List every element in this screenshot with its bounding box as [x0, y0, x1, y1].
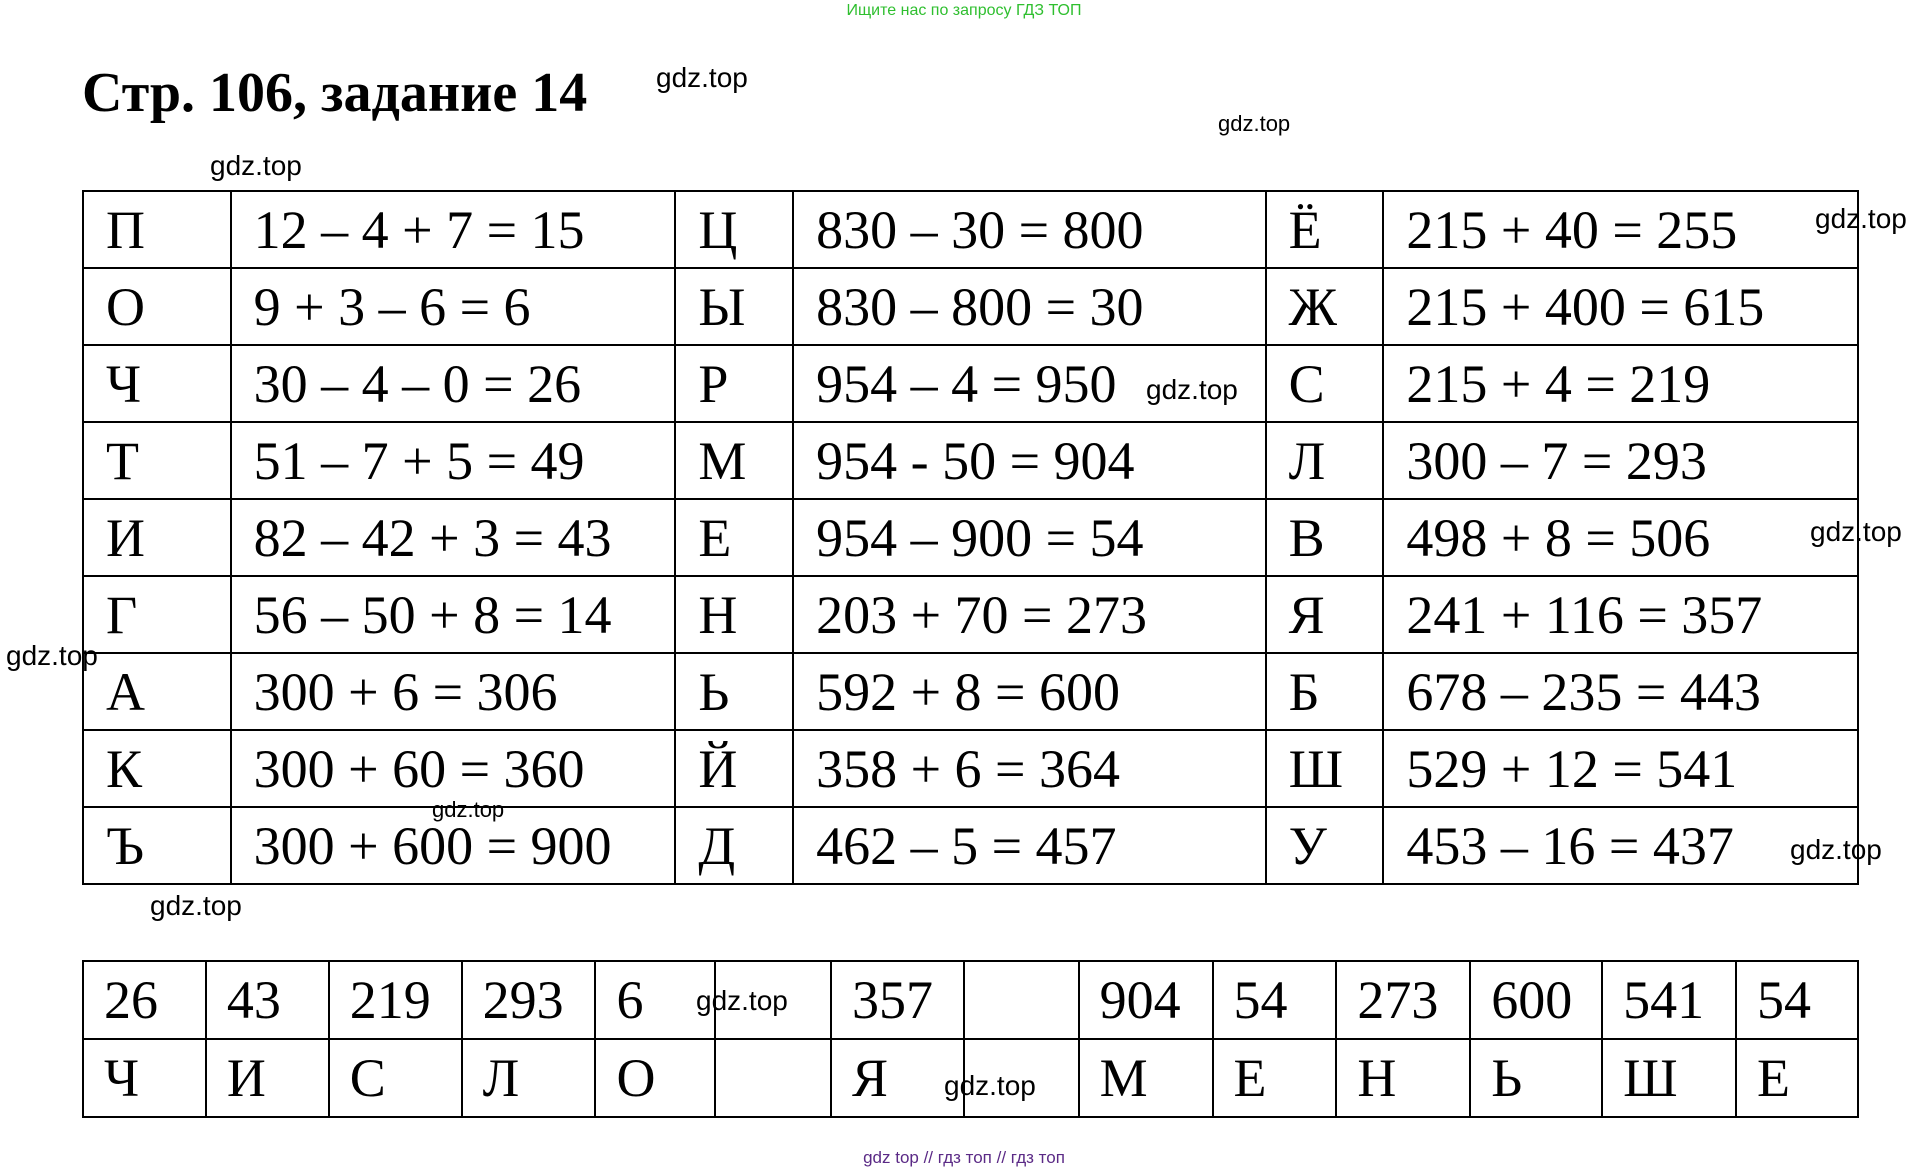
answer-letter: Е: [1736, 1039, 1858, 1117]
watermark: gdz.top: [1146, 374, 1238, 405]
cipher-expression: 830 – 800 = 30: [793, 268, 1265, 345]
answer-letter: Л: [462, 1039, 596, 1117]
answer-letter: Ш: [1602, 1039, 1736, 1117]
answer-letter: Ь: [1470, 1039, 1602, 1117]
cipher-expression: 203 + 70 = 273: [793, 576, 1265, 653]
cipher-row: [83, 191, 1858, 268]
cipher-letter: Ш: [1266, 730, 1384, 807]
cipher-row: [83, 576, 1858, 653]
cipher-expression: 954 – 900 = 54: [793, 499, 1265, 576]
cipher-letter: У: [1266, 807, 1384, 884]
answer-number: 273: [1336, 961, 1470, 1039]
cipher-expression: 12 – 4 + 7 = 15: [231, 191, 676, 268]
cipher-letter: К: [83, 730, 231, 807]
cipher-expression: 56 – 50 + 8 = 14: [231, 576, 676, 653]
cipher-expression: 82 – 42 + 3 = 43: [231, 499, 676, 576]
watermark: gdz.top: [210, 150, 302, 181]
answer-number: 904: [1079, 961, 1213, 1039]
cipher-expression: 830 – 30 = 800: [793, 191, 1265, 268]
cipher-letter: А: [83, 653, 231, 730]
answer-letter: С: [329, 1039, 462, 1117]
answer-number: 541: [1602, 961, 1736, 1039]
watermark: gdz.top: [696, 985, 788, 1016]
cipher-row: [83, 345, 1858, 422]
answer-number: 54: [1736, 961, 1858, 1039]
cipher-expression: 9 + 3 – 6 = 6: [231, 268, 676, 345]
answer-numbers-row: [83, 961, 1858, 1039]
cipher-letter: Ц: [675, 191, 793, 268]
cipher-row: [83, 807, 1858, 884]
cipher-letter: С: [1266, 345, 1384, 422]
cipher-expression: 30 – 4 – 0 = 26: [231, 345, 676, 422]
cipher-letter: Н: [675, 576, 793, 653]
cipher-letter: В: [1266, 499, 1384, 576]
cipher-expression: 215 + 40 = 255: [1383, 191, 1858, 268]
answer-letter: Ч: [83, 1039, 206, 1117]
watermark: gdz.top: [656, 62, 748, 93]
cipher-letter: О: [83, 268, 231, 345]
cipher-letter: И: [83, 499, 231, 576]
cipher-expression: 954 – 4 = 950: [793, 345, 1265, 422]
cipher-row: [83, 653, 1858, 730]
cipher-letter: Г: [83, 576, 231, 653]
cipher-expression: 529 + 12 = 541: [1383, 730, 1858, 807]
answer-number: 600: [1470, 961, 1602, 1039]
answer-number: 219: [329, 961, 462, 1039]
cipher-expression: 215 + 4 = 219: [1383, 345, 1858, 422]
cipher-letter: Й: [675, 730, 793, 807]
cipher-letter: Ь: [675, 653, 793, 730]
answer-letter: Е: [1213, 1039, 1337, 1117]
answer-number: 26: [83, 961, 206, 1039]
footer-links: gdz top // гдз топ // гдз топ: [863, 1148, 1065, 1167]
watermark: gdz.top: [1810, 516, 1902, 547]
cipher-expression: 678 – 235 = 443: [1383, 653, 1858, 730]
cipher-letter: Д: [675, 807, 793, 884]
search-banner: Ищите нас по запросу ГДЗ ТОП: [846, 2, 1082, 19]
page-title: Стр. 106, задание 14: [82, 62, 588, 124]
answer-number: [964, 961, 1079, 1039]
cipher-letter: Б: [1266, 653, 1384, 730]
watermark: gdz.top: [944, 1070, 1036, 1101]
cipher-expression: 300 + 60 = 360: [231, 730, 676, 807]
watermark: gdz.top: [150, 890, 242, 921]
answer-letter: Н: [1336, 1039, 1470, 1117]
cipher-letter: Ё: [1266, 191, 1384, 268]
cipher-expression: 592 + 8 = 600: [793, 653, 1265, 730]
cipher-expression: 954 - 50 = 904: [793, 422, 1265, 499]
answer-letter: [715, 1039, 831, 1117]
cipher-letter: Т: [83, 422, 231, 499]
cipher-letter: Ч: [83, 345, 231, 422]
answer-number: 43: [206, 961, 329, 1039]
answer-number: 293: [462, 961, 596, 1039]
cipher-expression: 215 + 400 = 615: [1383, 268, 1858, 345]
cipher-letter: М: [675, 422, 793, 499]
cipher-letter: П: [83, 191, 231, 268]
watermark: gdz.top: [1790, 834, 1882, 865]
watermark: gdz.top: [6, 640, 98, 671]
answer-letter: М: [1079, 1039, 1213, 1117]
cipher-row: [83, 422, 1858, 499]
cipher-letter: Ъ: [83, 807, 231, 884]
cipher-letter: Е: [675, 499, 793, 576]
cipher-expression: 300 + 600 = 900: [231, 807, 676, 884]
cipher-expression: 453 – 16 = 437: [1383, 807, 1858, 884]
answer-number: 6: [595, 961, 715, 1039]
cipher-letter: Я: [1266, 576, 1384, 653]
cipher-row: [83, 268, 1858, 345]
cipher-row: [83, 499, 1858, 576]
answer-letter: О: [595, 1039, 715, 1117]
cipher-expression: 51 – 7 + 5 = 49: [231, 422, 676, 499]
answer-number: 54: [1213, 961, 1337, 1039]
cipher-letter: Р: [675, 345, 793, 422]
cipher-letter: Ы: [675, 268, 793, 345]
watermark: gdz.top: [1218, 111, 1291, 136]
cipher-expression: 300 + 6 = 306: [231, 653, 676, 730]
cipher-expression: 462 – 5 = 457: [793, 807, 1265, 884]
cipher-expression: 241 + 116 = 357: [1383, 576, 1858, 653]
answer-letter: Я: [831, 1039, 964, 1117]
answer-number: 357: [831, 961, 964, 1039]
cipher-expression: 300 – 7 = 293: [1383, 422, 1858, 499]
watermark: gdz.top: [1815, 203, 1907, 234]
cipher-table: [82, 190, 1859, 885]
answer-letter: И: [206, 1039, 329, 1117]
cipher-letter: Л: [1266, 422, 1384, 499]
cipher-row: [83, 730, 1858, 807]
cipher-expression: 498 + 8 = 506: [1383, 499, 1858, 576]
cipher-expression: 358 + 6 = 364: [793, 730, 1265, 807]
watermark: gdz.top: [432, 797, 505, 822]
cipher-letter: Ж: [1266, 268, 1384, 345]
